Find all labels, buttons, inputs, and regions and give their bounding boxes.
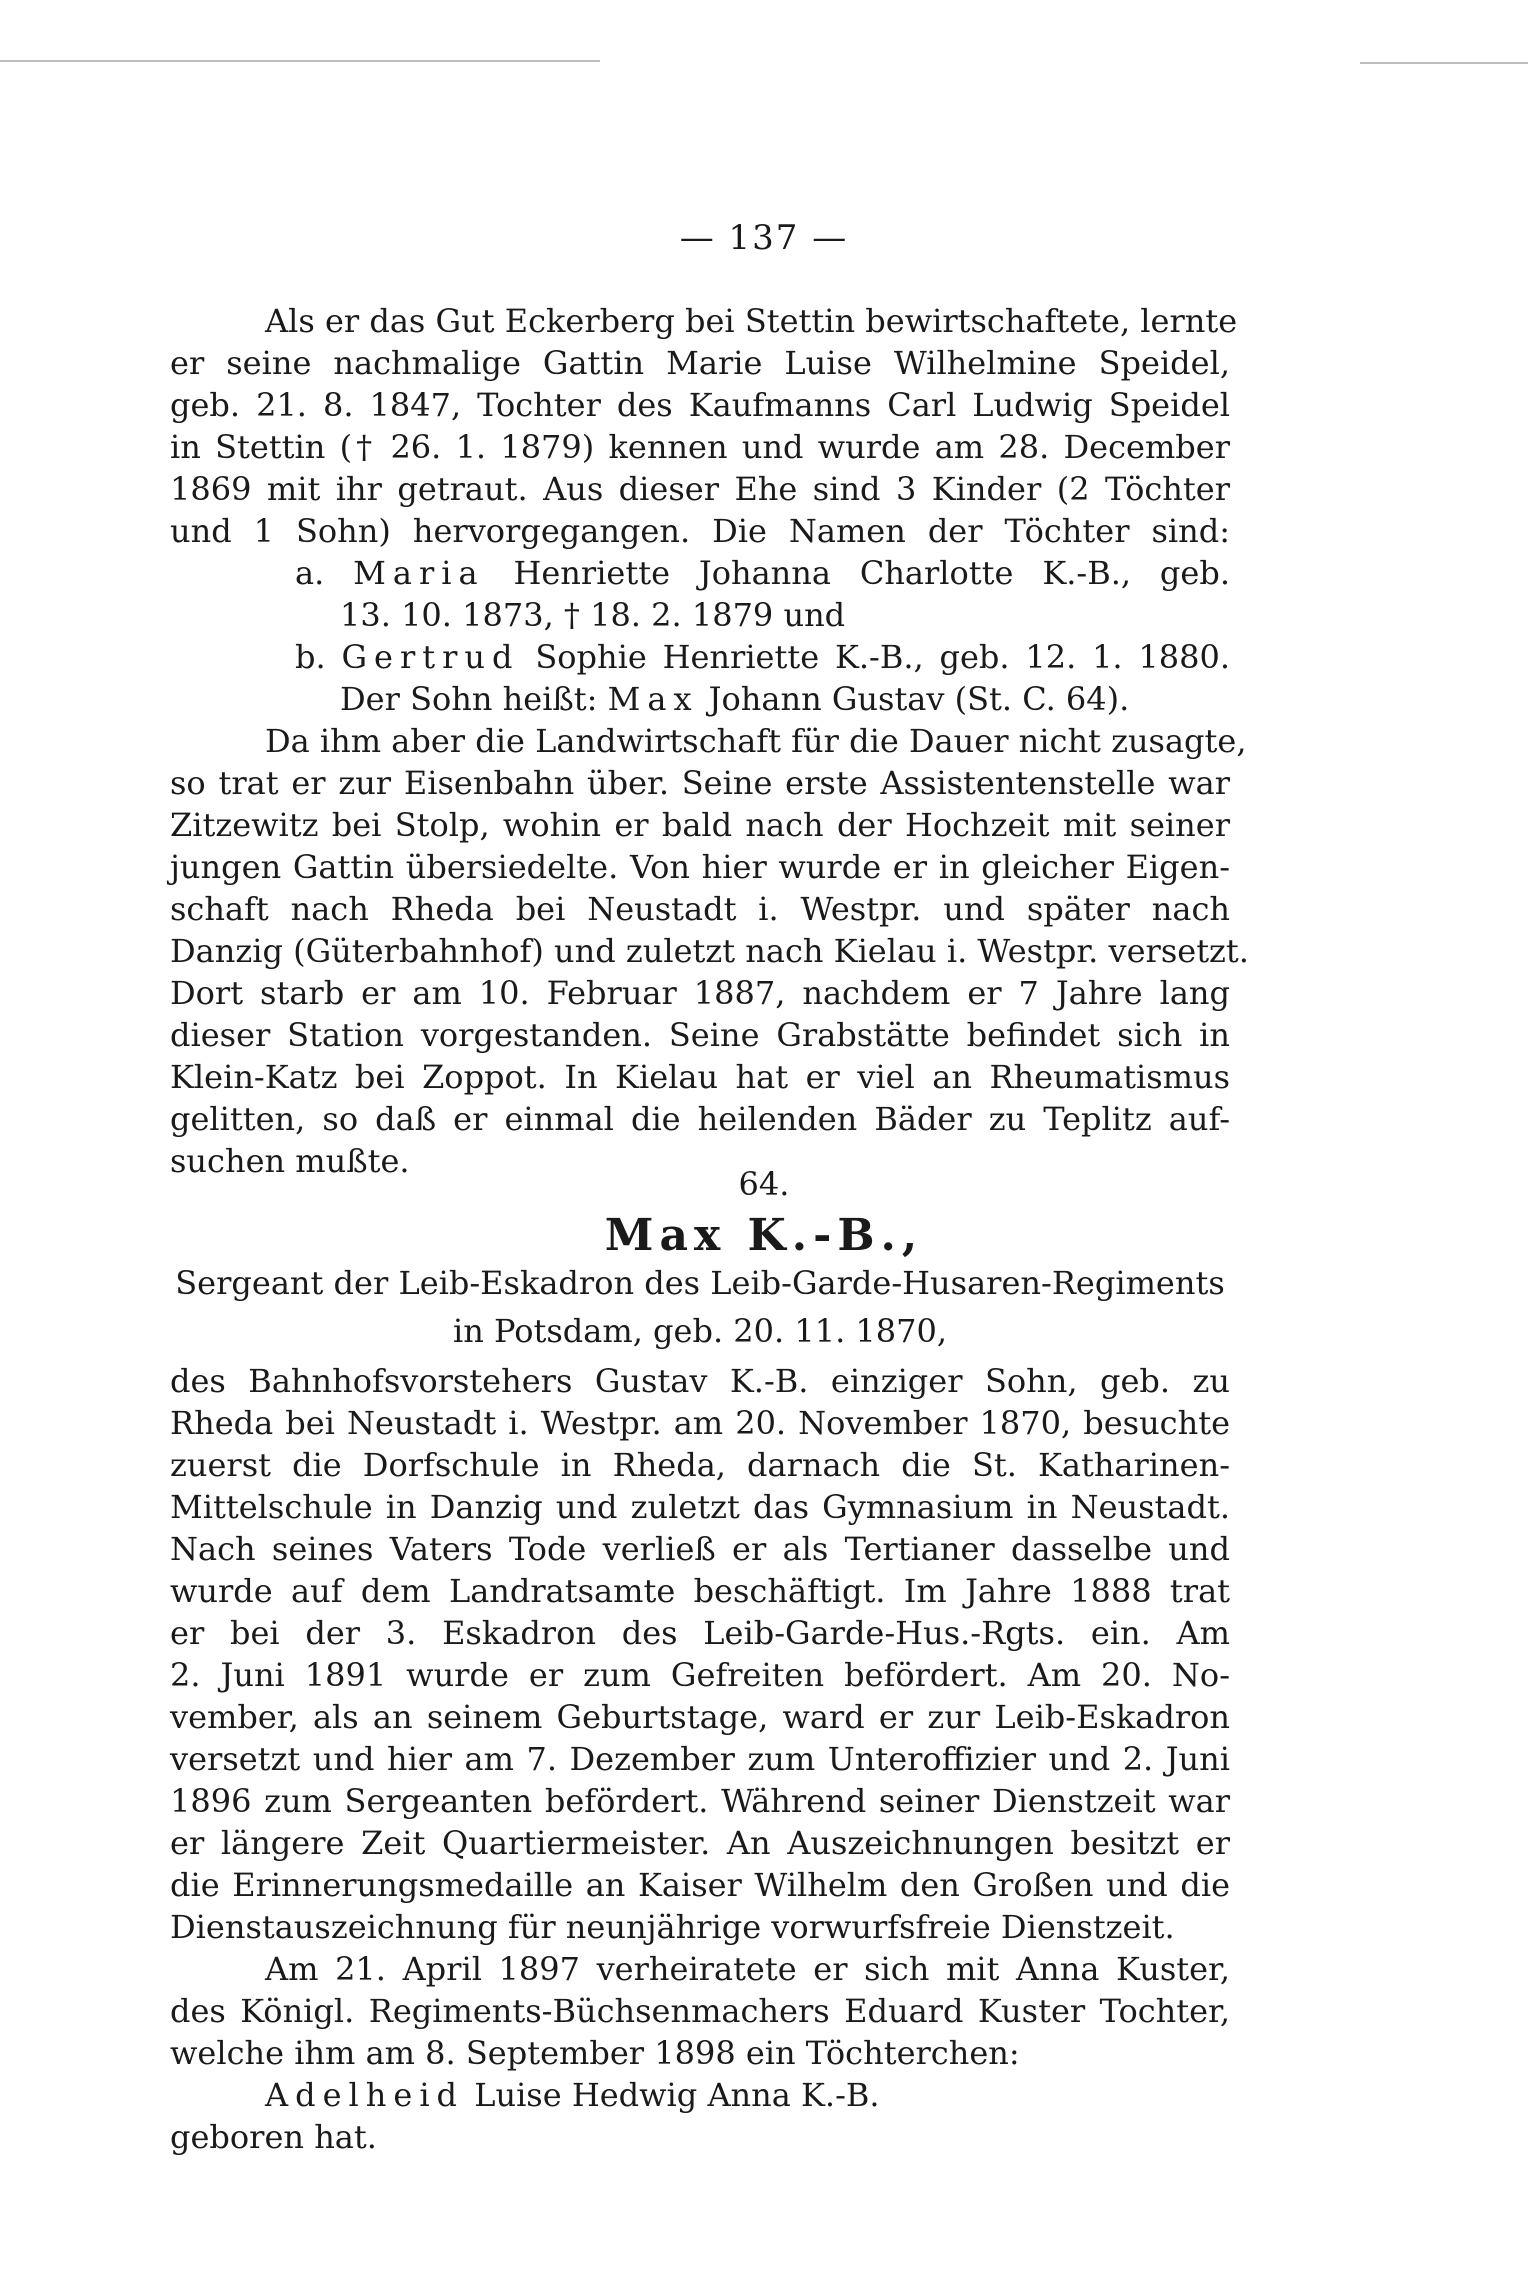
text-line: des Bahnhofsvorstehers Gustav K.-B. einziger Sohn, geb. zu [170, 1362, 1230, 1400]
text-line: des Königl. Regiments-Büchsenmachers Eduard Kuster Tochter, [170, 1992, 1230, 2030]
text-line: suchen mußte. [170, 1142, 410, 1180]
text-line: Danzig (Güterbahnhof) und zuletzt nach Kielau i. Westpr. versetzt. [170, 932, 1249, 970]
text-line: Klein-Katz bei Zoppot. In Kielau hat er viel an Rheumatismus [170, 1058, 1230, 1096]
text-line: er bei der 3. Eskadron des Leib-Garde-Hus.-Rgts. ein. Am [170, 1614, 1230, 1652]
text-line: Nach seines Vaters Tode verließ er als Tertianer dasselbe und [170, 1530, 1230, 1568]
text-line: 1896 zum Sergeanten befördert. Während seiner Dienstzeit war [170, 1782, 1230, 1820]
text-line: Zitzewitz bei Stolp, wohin er bald nach der Hochzeit mit seiner [170, 806, 1230, 844]
son-prefix: Der Sohn heißt: [340, 680, 608, 718]
text-line: Dort starb er am 10. Februar 1887, nachdem er 7 Jahre lang [170, 974, 1230, 1012]
text-line: schaft nach Rheda bei Neustadt i. Westpr. und später nach [170, 890, 1230, 928]
text-line: dieser Station vorgestanden. Seine Grabstätte befindet sich in [170, 1016, 1230, 1054]
child-a-name: Maria [353, 554, 485, 592]
entry-heading: Max K.-B., [604, 1210, 924, 1261]
text-line: 1869 mit ihr getraut. Aus dieser Ehe sind 3 Kinder (2 Töchter [170, 470, 1230, 508]
child-b-name: Gertrud [341, 638, 520, 676]
text-line: gelitten, so daß er einmal die heilenden Bäder zu Teplitz auf- [170, 1100, 1230, 1138]
text-line: so trat er zur Eisenbahn über. Seine erste Assistentenstelle war [170, 764, 1230, 802]
child-b-line [170, 636, 1230, 678]
text-line: Als er das Gut Eckerberg bei Stettin bewirtschaftete, lernte [265, 302, 1238, 340]
text-line: Mittelschule in Danzig und zuletzt das Gymnasium in Neustadt. [170, 1488, 1230, 1526]
text-line: Rheda bei Neustadt i. Westpr. am 20. November 1870, besuchte [170, 1404, 1230, 1442]
child-a-dates: 13. 10. 1873, † 18. 2. 1879 und [340, 596, 846, 634]
page-number: — 137 — [679, 218, 849, 258]
child-a-prefix: a. [295, 554, 354, 592]
text-line: zuerst die Dorfschule in Rheda, darnach die St. Katharinen- [170, 1446, 1230, 1484]
child-b-prefix: b. [295, 638, 342, 676]
text-line: 2. Juni 1891 wurde er zum Gefreiten befördert. Am 20. No- [170, 1656, 1230, 1694]
text-line: geboren hat. [170, 2118, 377, 2156]
son-name: Max [607, 680, 699, 718]
daughter-name: Adelheid [265, 2076, 465, 2114]
son-line [170, 678, 1230, 720]
scan-artifact-top-right [1360, 62, 1528, 64]
text-line: vember, als an seinem Geburtstage, ward er zur Leib-Eskadron [170, 1698, 1230, 1736]
text-line: geb. 21. 8. 1847, Tochter des Kaufmanns Carl Ludwig Speidel [170, 386, 1230, 424]
text-line: er seine nachmalige Gattin Marie Luise Wilhelmine Speidel, [170, 344, 1230, 382]
text-line: welche ihm am 8. September 1898 ein Töchterchen: [170, 2034, 1020, 2072]
entry-number: 64. [738, 1165, 790, 1203]
section-previous-entry [170, 300, 1249, 1182]
daughter-rest: Luise Hedwig Anna K.-B. [464, 2076, 880, 2114]
text-line: wurde auf dem Landratsamte beschäftigt. Im Jahre 1888 trat [170, 1572, 1230, 1610]
text-line: in Stettin († 26. 1. 1879) kennen und wurde am 28. December [170, 428, 1230, 466]
daughter-line [170, 2074, 1230, 2116]
text-line: die Erinnerungsmedaille an Kaiser Wilhelm den Großen und die [170, 1866, 1230, 1904]
text-line: und 1 Sohn) hervorgegangen. Die Namen der Töchter sind: [170, 512, 1230, 550]
scan-artifact-top-left [0, 60, 600, 62]
text-line: Dienstauszeichnung für neunjährige vorwurfsfreie Dienstzeit. [170, 1908, 1175, 1946]
section-entry-64 [170, 1360, 1230, 2158]
text-line: Am 21. April 1897 verheiratete er sich mit Anna Kuster, [265, 1950, 1230, 1988]
text-line: Da ihm aber die Landwirtschaft für die Dauer nicht zusagte, [265, 722, 1247, 760]
text-line: versetzt und hier am 7. Dezember zum Unteroffizier und 2. Juni [170, 1740, 1230, 1778]
entry-subtitle: Sergeant der Leib-Eskadron des Leib-Garde-Husaren-Regiments [175, 1264, 1225, 1302]
child-b-rest: Sophie Henriette K.-B., geb. 12. 1. 1880. [519, 638, 1231, 676]
text-line: er längere Zeit Quartiermeister. An Auszeichnungen besitzt er [170, 1824, 1230, 1862]
entry-subtitle: in Potsdam, geb. 20. 11. 1870, [452, 1312, 948, 1350]
text-line: jungen Gattin übersiedelte. Von hier wurde er in gleicher Eigen- [170, 848, 1230, 886]
son-rest: Johann Gustav (St. C. 64). [698, 680, 1130, 718]
child-a-rest: Henriette Johanna Charlotte K.-B., geb. [484, 554, 1231, 592]
child-a-line [170, 552, 1230, 594]
